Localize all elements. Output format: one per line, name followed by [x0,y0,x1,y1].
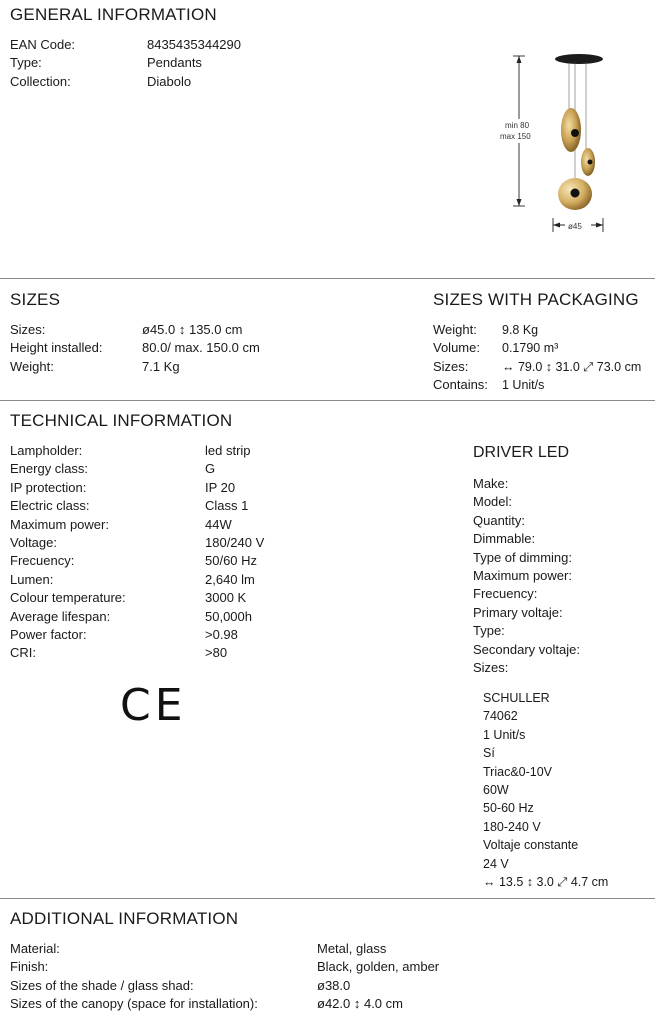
technical-value: G [205,461,216,477]
technical-value: led strip [205,443,251,458]
additional-label: Material: [10,941,60,956]
packaging-title: SIZES WITH PACKAGING [433,290,639,309]
technical-value: >80 [205,645,228,661]
sizes-title: SIZES [10,290,61,309]
driver-value: 50-60 Hz [483,801,534,816]
sizes-value: ø45.0 ↕ 135.0 cm [142,322,243,337]
technical-label: Lumen: [10,571,54,587]
driver-label: Secondary voltaje: [473,641,580,657]
shade-upper [561,108,581,152]
technical-label: Frecuency: [10,553,75,569]
general-label: Type: [10,55,42,71]
driver-value: 74062 [483,709,518,724]
technical-value: 50,000h [205,608,252,624]
driver-title: DRIVER LED [473,444,570,461]
technical-value: 44W [205,516,232,532]
driver-label: Maximum power: [473,567,572,583]
general-labels [10,36,75,91]
packaging-value: ↔ 79.0 ↕ 31.0 ⤢ 73.0 cm [502,359,642,374]
packaging-label: Contains: [433,377,488,393]
general-title: GENERAL INFORMATION [10,5,217,24]
packaging-label: Sizes: [433,358,469,374]
sizes-value: 80.0/ max. 150.0 cm [142,340,260,356]
driver-value: SCHULLER [483,691,550,705]
additional-title: ADDITIONAL INFORMATION [10,909,239,928]
technical-value: 50/60 Hz [205,553,258,569]
general-values [147,36,241,91]
technical-value: 2,640 lm [205,571,255,587]
additional-value: ø38.0 [317,977,351,993]
canopy [555,54,603,64]
technical-label: Maximum power: [10,516,109,532]
product-drawing [495,40,615,240]
technical-value: 3000 K [205,590,247,606]
sizes-values [142,321,260,376]
width-label: ø45 [568,222,582,231]
technical-label: CRI: [10,645,36,661]
packaging-value: 0.1790 m³ [502,341,559,356]
technical-value: Class 1 [205,498,249,514]
general-value: Diabolo [147,73,192,89]
sizes-value: 7.1 Kg [142,358,180,374]
packaging-value: 1 Unit/s [502,378,545,393]
packaging-label: Weight: [433,322,477,337]
technical-title: TECHNICAL INFORMATION [10,411,233,430]
additional-value: Black, golden, amber [317,959,440,975]
divider [0,400,655,401]
driver-labels [473,475,580,677]
driver-values [483,689,608,891]
additional-label: Sizes of the shade / glass shad: [10,977,194,993]
driver-value: 180-240 V [483,819,541,834]
packaging-values [502,321,641,395]
height-label-min: min 80 [505,121,530,130]
technical-label: Colour temperature: [10,590,126,606]
driver-value: 24 V [483,856,509,871]
packaging-value: 9.8 Kg [502,323,539,337]
additional-label: Finish: [10,959,49,975]
technical-label: IP protection: [10,479,87,495]
general-label: Collection: [10,73,71,89]
technical-label: Voltage: [10,534,57,550]
technical-labels [10,442,126,663]
technical-label: Electric class: [10,498,90,514]
driver-label: Type: [473,623,505,639]
additional-value: ø42.0 ↕ 4.0 cm [317,996,403,1012]
packaging-labels [433,321,488,395]
additional-label: Sizes of the canopy (space for installation): [10,996,258,1012]
technical-value: IP 20 [205,479,236,495]
driver-label: Model: [473,494,513,510]
packaging-label: Volume: [433,340,480,356]
general-value: Pendants [147,55,202,71]
additional-values [317,940,439,1014]
height-label-max: max 150 [500,132,531,141]
technical-label: Power factor: [10,626,87,642]
driver-value: Triac&0-10V [483,764,553,779]
driver-value: Sí [483,746,495,761]
driver-label: Primary voltaje: [473,604,563,620]
technical-value: 180/240 V [205,534,265,550]
general-label: EAN Code: [10,37,76,52]
sizes-label: Height installed: [10,340,103,356]
technical-label: Lampholder: [10,443,83,458]
sizes-label: Weight: [10,358,54,374]
ce-mark: CE [120,680,187,731]
additional-value: Metal, glass [317,941,387,956]
driver-label: Make: [473,476,509,491]
technical-label: Energy class: [10,461,89,477]
additional-labels [10,940,258,1014]
sizes-labels [10,321,103,376]
sizes-label: Sizes: [10,322,46,337]
divider [0,278,655,279]
general-value: 8435435344290 [147,37,241,52]
driver-value: 60W [483,782,509,797]
driver-value: Voltaje constante [483,838,579,853]
driver-label: Sizes: [473,659,509,675]
technical-values [205,442,264,663]
driver-label: Dimmable: [473,531,536,547]
driver-value: ↔ 13.5 ↕ 3.0 ⤢ 4.7 cm [483,874,609,889]
driver-label: Quantity: [473,512,526,528]
technical-value: >0.98 [205,626,238,642]
divider [0,898,655,899]
driver-label: Type of dimming: [473,549,572,565]
driver-value: 1 Unit/s [483,727,526,742]
driver-label: Frecuency: [473,586,538,602]
technical-label: Average lifespan: [10,608,111,624]
